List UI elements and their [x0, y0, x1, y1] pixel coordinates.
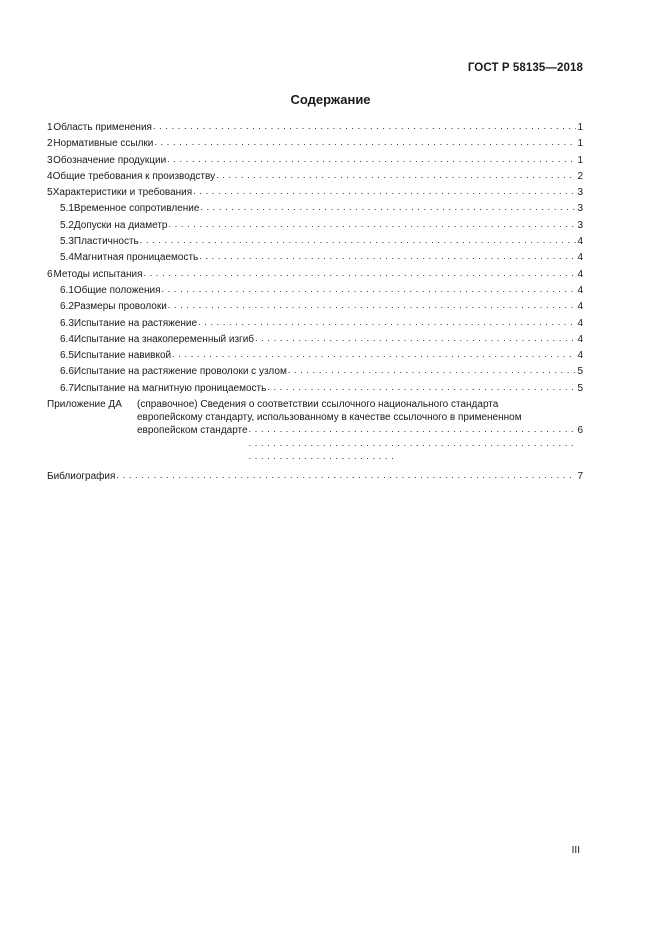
- bibliography-page: 7: [577, 470, 583, 482]
- toc-entry-number: 6.7: [60, 382, 74, 394]
- toc-entry-number: 2: [47, 138, 53, 150]
- toc-entry-number: 6.5: [60, 350, 74, 362]
- toc-entry-label: Временное сопротивление: [73, 203, 200, 215]
- dot-leader: [249, 423, 577, 464]
- toc-entry-number: 6.2: [60, 301, 74, 313]
- toc-entry-number: 5.3: [60, 236, 74, 248]
- bibliography-label: Библиография: [47, 470, 116, 482]
- toc-entry-number: 3: [47, 154, 53, 166]
- toc-entry-label: Общие требования к производству: [52, 170, 216, 182]
- toc-entry-number: 1: [47, 122, 53, 133]
- dot-leader: [267, 379, 576, 396]
- toc-entry-page: 4: [577, 252, 583, 264]
- dot-leader: [172, 346, 576, 363]
- toc-entry[interactable]: [47, 168, 583, 184]
- toc-entry-label: Допуски на диаметр: [73, 219, 168, 231]
- toc-entry-label: Нормативные ссылки: [53, 138, 154, 150]
- toc-entry-label: Испытание на растяжение: [73, 317, 198, 329]
- dot-leader: [168, 297, 577, 314]
- toc-entry-number: 6.3: [60, 317, 74, 329]
- dot-leader: [154, 134, 576, 151]
- dot-leader: [116, 467, 576, 484]
- toc-entry[interactable]: [47, 184, 583, 200]
- toc-entry-label: Испытание на знакопеременный изгиб: [73, 333, 255, 345]
- toc-entry-page: 4: [577, 333, 583, 345]
- toc-entry-number: 6: [47, 268, 53, 280]
- toc-entry[interactable]: [47, 380, 583, 396]
- appendix-page: 6: [577, 425, 583, 437]
- toc-entry-label: Размеры проволоки: [73, 301, 167, 313]
- toc-entry-page: 4: [577, 350, 583, 362]
- appendix-line-2: европейскому стандарту, использованному в качестве ссылочного в примененном: [137, 411, 522, 423]
- toc-entry-label: Общие положения: [73, 284, 161, 296]
- toc-entry-page: 4: [577, 236, 583, 248]
- toc-entry[interactable]: [47, 347, 583, 363]
- dot-leader: [255, 330, 576, 347]
- toc-entry-page: 1: [577, 122, 583, 133]
- toc-entry-number: 6.6: [60, 366, 74, 378]
- toc-entry[interactable]: [47, 119, 583, 135]
- dot-leader: [200, 199, 576, 216]
- toc-entry[interactable]: [47, 315, 583, 331]
- toc-entry-label: Обозначение продукции: [53, 154, 167, 166]
- toc-entry-page: 4: [577, 268, 583, 280]
- toc-entry-page: 3: [577, 219, 583, 231]
- table-of-contents: [47, 119, 583, 484]
- toc-entry[interactable]: [47, 217, 583, 233]
- dot-leader: [162, 281, 577, 298]
- toc-entry-page: 4: [577, 284, 583, 296]
- toc-entry-page: 3: [577, 203, 583, 215]
- toc-entry[interactable]: [47, 135, 583, 151]
- toc-entry-label: Характеристики и требования: [52, 187, 193, 199]
- appendix-line-3: европейском стандарте: [137, 425, 248, 437]
- toc-entry-number: 4: [47, 170, 53, 182]
- toc-entry[interactable]: [47, 200, 583, 216]
- dot-leader: [288, 362, 577, 379]
- toc-entry[interactable]: [47, 249, 583, 265]
- appendix-line-1: (справочное) Сведения о соответствии ссылочного национального стандарта: [137, 399, 499, 411]
- toc-entry[interactable]: [47, 233, 583, 249]
- toc-entry-page: 1: [577, 138, 583, 150]
- toc-entry-bibliography[interactable]: [47, 468, 583, 484]
- dot-leader: [199, 248, 576, 265]
- dot-leader: [167, 151, 576, 168]
- toc-entry-page: 5: [577, 366, 583, 378]
- toc-entry[interactable]: [47, 152, 583, 168]
- toc-entry-number: 5.1: [60, 203, 74, 215]
- toc-entry-page: 4: [577, 317, 583, 329]
- toc-entry-label: Пластичность: [73, 236, 139, 248]
- toc-entry-number: 6.4: [60, 333, 74, 345]
- toc-entry-label: Испытание на растяжение проволоки с узлом: [73, 366, 287, 378]
- dot-leader: [140, 232, 577, 249]
- toc-entry-label: Методы испытания: [53, 268, 143, 280]
- toc-entry[interactable]: [47, 266, 583, 282]
- toc-entry-number: 5: [47, 187, 53, 199]
- dot-leader: [198, 314, 576, 331]
- toc-entry-label: Испытание навивкой: [73, 350, 172, 362]
- toc-entry-number: 5.4: [60, 252, 74, 264]
- dot-leader: [216, 167, 576, 184]
- page-number: III: [571, 845, 580, 856]
- dot-leader: [144, 265, 577, 282]
- toc-entry-page: 3: [577, 187, 583, 199]
- standard-code: ГОСТ Р 58135—2018: [467, 62, 583, 74]
- toc-entry-label: Испытание на магнитную проницаемость: [73, 382, 267, 394]
- toc-entry-page: 1: [577, 154, 583, 166]
- toc-entry-number: 5.2: [60, 219, 74, 231]
- appendix-prefix: Приложение ДА: [47, 399, 122, 411]
- toc-entry-label: Магнитная проницаемость: [73, 252, 199, 264]
- toc-entry[interactable]: [47, 282, 583, 298]
- toc-entry-page: 4: [577, 301, 583, 313]
- dot-leader: [193, 183, 576, 200]
- toc-entry[interactable]: [47, 298, 583, 314]
- toc-entry-page: 5: [577, 382, 583, 394]
- toc-entry[interactable]: [47, 331, 583, 347]
- toc-entry[interactable]: [47, 363, 583, 379]
- dot-leader: [169, 216, 577, 233]
- toc-entry-number: 6.1: [60, 284, 74, 296]
- toc-entry-page: 2: [577, 170, 583, 182]
- toc-title: Содержание: [290, 92, 371, 107]
- toc-entry-appendix[interactable]: [47, 399, 583, 465]
- dot-leader: [153, 118, 576, 135]
- toc-entry-label: Область применения: [53, 122, 152, 133]
